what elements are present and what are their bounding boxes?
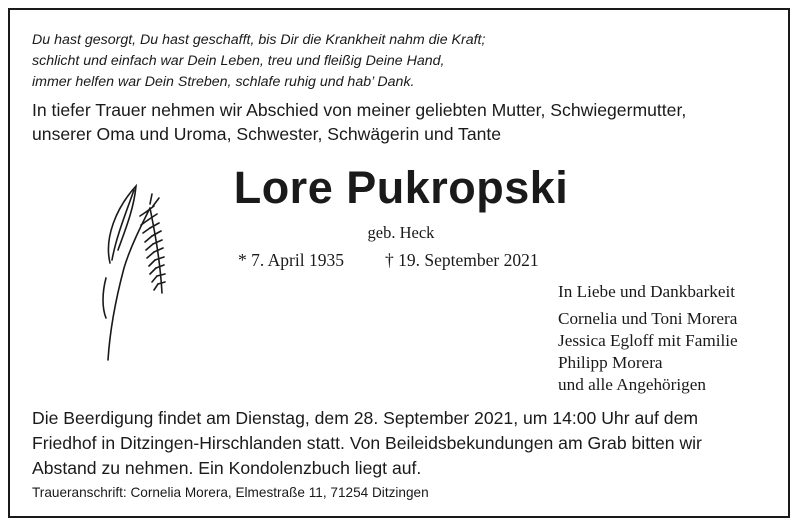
poem-line-1: Du hast gesorgt, Du hast geschafft, bis Dir die Krankheit nahm die Kraft; — [32, 32, 486, 48]
mourning-address: Traueranschrift: Cornelia Morera, Elmestraße 11, 71254 Ditzingen — [32, 485, 429, 500]
family-member: und alle Angehörigen — [558, 375, 706, 394]
obituary-notice — [8, 8, 790, 518]
family-member: Cornelia und Toni Morera — [558, 309, 738, 328]
birth-date: * 7. April 1935 — [238, 250, 344, 270]
intro-line-2: unserer Oma und Uroma, Schwester, Schwägerin und Tante — [32, 124, 502, 144]
death-date: † 19. September 2021 — [385, 250, 539, 270]
family-member: Philipp Morera — [558, 353, 663, 372]
poem-line-3: immer helfen war Dein Streben, schlafe ruhig und hab’ Dank. — [32, 74, 415, 90]
family-member: Jessica Egloff mit Familie — [558, 331, 738, 350]
intro-line-1: In tiefer Trauer nehmen wir Abschied von meiner geliebten Mutter, Schwiegermutter, — [32, 100, 687, 120]
poem-line-2: schlicht und einfach war Dein Leben, treu und fleißig Deine Hand, — [32, 53, 445, 69]
maiden-name: geb. Heck — [367, 223, 435, 242]
funeral-line-3: Abstand zu nehmen. Ein Kondolenzbuch liegt auf. — [32, 458, 422, 478]
closing-phrase: In Liebe und Dankbarkeit — [558, 282, 736, 301]
funeral-line-2: Friedhof in Ditzingen-Hirschlanden statt. Von Beileidsbekundungen am Grab bitten wir — [32, 433, 702, 453]
funeral-line-1: Die Beerdigung findet am Dienstag, dem 28. September 2021, um 14:00 Uhr auf dem — [32, 408, 699, 428]
deceased-name: Lore Pukropski — [233, 162, 569, 213]
